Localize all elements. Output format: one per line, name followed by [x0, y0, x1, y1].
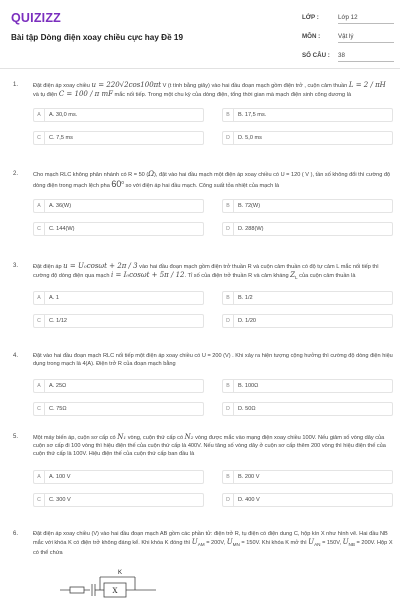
question-5 — [11, 433, 393, 507]
option-a[interactable]: A A. 25Ω — [33, 379, 204, 393]
option-d[interactable]: D D. 400 V — [222, 493, 393, 507]
answer-options — [33, 108, 393, 145]
question-number: 5. — [13, 434, 19, 440]
option-c[interactable]: C C. 300 V — [33, 493, 204, 507]
answer-options — [33, 291, 393, 328]
meta-subject: MÔN : Vật lý — [302, 33, 394, 44]
question-text: Đặt điện áp xoay chiều (V) vào hai đầu đoạn mạch AB gồm các phần tử: điện trở R, tụ điện có điện dung C, hộp kín X như hình vẽ. Hai đầu NB mắc với khóa K có điện trở không đáng kể. Khi khóa K đóng thì $U_{AM} = 200V$, $U_{MN} = 150V$. Khi khóa K mở thì $U_{AN} = 150V$, $U_{NB} = 200V$. Hộp X có thể chứa — [33, 531, 393, 557]
option-b[interactable]: B B. 17,5 ms. — [222, 108, 393, 122]
option-d[interactable]: D D. 50Ω — [222, 402, 393, 416]
quizizz-logo: QUIZIZZ — [11, 11, 62, 25]
quiz-meta — [302, 14, 394, 71]
option-d[interactable]: D D. 288(W) — [222, 222, 393, 236]
question-text: Một máy biến áp, cuộn sơ cấp có N₁ vòng, cuộn thứ cấp có N₂ vòng được mắc vào mạng điện xoay chiều 100V. Nếu giảm số vòng dây của cuộn sơ cấp đi 100 vòng thì hiệu điện thế của cuộn thứ cấp là 400V. Nếu tăng số vòng dây ở cuộn sơ cấp thêm 200 vòng thì hiệu điện thế của cuộn thứ cấp là 100V. Hiệu điện thế của cuộn thứ cấp ban đầu là — [33, 433, 386, 457]
question-number: 6. — [13, 531, 19, 537]
option-a[interactable]: A A. 100 V — [33, 470, 204, 484]
question-text: Đặt vào hai đầu đoạn mạch RLC nối tiếp một điện áp xoay chiều có U = 200 (V) . Khi xảy ra hiện tượng cộng hưởng thì cường độ dòng điện hiệu dụng trong mạch là 4(A). Điện trở R của đoạn mạch bằng — [33, 353, 393, 367]
question-number: 3. — [13, 263, 19, 269]
switch-k-label: K — [117, 570, 123, 576]
option-b[interactable]: B B. 1/2 — [222, 291, 393, 305]
question-3 — [11, 262, 393, 328]
question-1 — [11, 81, 393, 145]
answer-options — [33, 199, 393, 236]
question-text: Đặt điện áp xoay chiều u = 220√2cos100πt V (t tính bằng giây) vào hai đầu đoạn mạch gồm điện trở , cuộn cảm thuần L = 2 / πH và tụ điện C = 100 / π mF mắc nối tiếp. Trong một chu kỳ của dòng điện, tổng thời gian mà mạch điện sinh công dương là — [33, 81, 386, 98]
option-c[interactable]: C C. 1/12 — [33, 314, 204, 328]
circuit-diagram — [60, 568, 170, 600]
option-c[interactable]: C C. 7,5 ms — [33, 131, 204, 145]
option-b[interactable]: B B. 200 V — [222, 470, 393, 484]
option-d[interactable]: D D. 5,0 ms — [222, 131, 393, 145]
question-2 — [11, 170, 393, 236]
option-a[interactable]: A A. 1 — [33, 291, 204, 305]
option-b[interactable]: B B. 72(W) — [222, 199, 393, 213]
question-number: 4. — [13, 353, 19, 359]
resistor-r — [70, 587, 84, 593]
question-number: 1. — [13, 82, 19, 88]
question-number: 2. — [13, 171, 19, 177]
option-a[interactable]: A A. 30,0 ms. — [33, 108, 204, 122]
box-x-label: X — [112, 587, 118, 595]
option-b[interactable]: B B. 100Ω — [222, 379, 393, 393]
meta-question-count: SỐ CÂU : 38 — [302, 52, 394, 63]
option-c[interactable]: C C. 75Ω — [33, 402, 204, 416]
option-a[interactable]: A A. 36(W) — [33, 199, 204, 213]
question-6 — [11, 530, 393, 557]
option-c[interactable]: C C. 144(W) — [33, 222, 204, 236]
answer-options — [33, 470, 393, 507]
option-d[interactable]: D D. 1/20 — [222, 314, 393, 328]
quiz-title: Bài tập Dòng điện xoay chiều cực hay Đề 19 — [11, 33, 184, 42]
meta-class: LỚP : Lớp 12 — [302, 14, 394, 25]
quiz-header — [0, 0, 400, 69]
question-text: Đặt điện áp u = U₀cosωt + 2π / 3 vào hai đầu đoạn mạch gồm điện trở thuần R và cuộn cảm thuần có độ tự cảm L mắc nối tiếp thì cường độ dòng điện qua mạch i = I₀cosωt + 5π / 12. Tỉ số của điện trở thuần R và cảm kháng $Z_L$ của cuộn cảm thuần là — [33, 262, 379, 281]
question-text: Cho mạch RLC không phân nhánh có R = 50 (Ω), đặt vào hai đầu mạch một điện áp xoay chiều có U = 120 ( V ), tần số không đổi thì cường độ dòng điện trong mạch lệch pha $60^0$ so với điện áp hai đầu mạch. Công suất tỏa nhiệt của mạch là — [33, 170, 391, 189]
question-4 — [11, 352, 393, 416]
answer-options — [33, 379, 393, 416]
